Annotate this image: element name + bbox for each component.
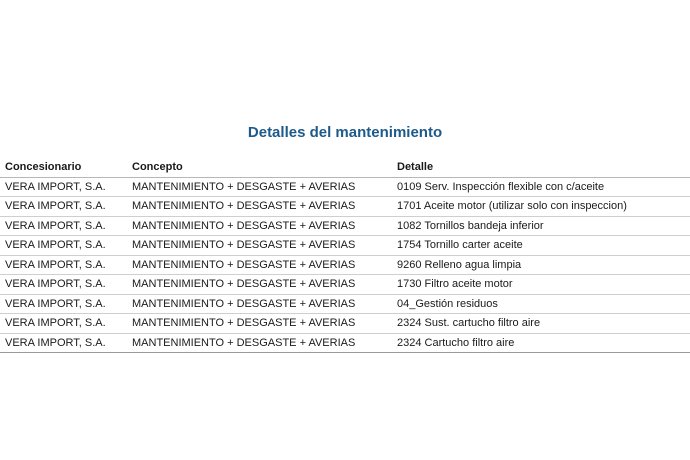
cell-concepto: MANTENIMIENTO + DESGASTE + AVERIAS <box>127 314 392 334</box>
cell-concesionario: VERA IMPORT, S.A. <box>0 275 127 295</box>
cell-detalle: 2324 Cartucho filtro aire <box>392 333 690 353</box>
cell-concepto: MANTENIMIENTO + DESGASTE + AVERIAS <box>127 333 392 353</box>
cell-concesionario: VERA IMPORT, S.A. <box>0 333 127 353</box>
column-header-concepto: Concepto <box>127 158 392 177</box>
cell-detalle: 04_Gestión residuos <box>392 294 690 314</box>
cell-detalle: 1701 Aceite motor (utilizar solo con inspeccion) <box>392 197 690 217</box>
cell-concepto: MANTENIMIENTO + DESGASTE + AVERIAS <box>127 197 392 217</box>
cell-concepto: MANTENIMIENTO + DESGASTE + AVERIAS <box>127 236 392 256</box>
column-header-detalle: Detalle <box>392 158 690 177</box>
cell-concepto: MANTENIMIENTO + DESGASTE + AVERIAS <box>127 216 392 236</box>
cell-detalle: 0109 Serv. Inspección flexible con c/aceite <box>392 177 690 197</box>
cell-detalle: 9260 Relleno agua limpia <box>392 255 690 275</box>
cell-concepto: MANTENIMIENTO + DESGASTE + AVERIAS <box>127 177 392 197</box>
cell-detalle: 2324 Sust. cartucho filtro aire <box>392 314 690 334</box>
table-header-row <box>0 158 690 177</box>
table-row <box>0 333 690 353</box>
table-row <box>0 197 690 217</box>
cell-detalle: 1754 Tornillo carter aceite <box>392 236 690 256</box>
page-title: Detalles del mantenimiento <box>247 124 443 141</box>
cell-concesionario: VERA IMPORT, S.A. <box>0 255 127 275</box>
cell-concesionario: VERA IMPORT, S.A. <box>0 236 127 256</box>
cell-detalle: 1730 Filtro aceite motor <box>392 275 690 295</box>
table-row <box>0 216 690 236</box>
cell-concesionario: VERA IMPORT, S.A. <box>0 197 127 217</box>
maintenance-table <box>0 158 690 353</box>
cell-concepto: MANTENIMIENTO + DESGASTE + AVERIAS <box>127 294 392 314</box>
cell-concesionario: VERA IMPORT, S.A. <box>0 177 127 197</box>
table-row <box>0 275 690 295</box>
table-row <box>0 255 690 275</box>
cell-concepto: MANTENIMIENTO + DESGASTE + AVERIAS <box>127 275 392 295</box>
cell-concesionario: VERA IMPORT, S.A. <box>0 294 127 314</box>
cell-detalle: 1082 Tornillos bandeja inferior <box>392 216 690 236</box>
table-row <box>0 236 690 256</box>
cell-concesionario: VERA IMPORT, S.A. <box>0 216 127 236</box>
table-row <box>0 294 690 314</box>
cell-concesionario: VERA IMPORT, S.A. <box>0 314 127 334</box>
cell-concepto: MANTENIMIENTO + DESGASTE + AVERIAS <box>127 255 392 275</box>
table-row <box>0 177 690 197</box>
table-row <box>0 314 690 334</box>
column-header-concesionario: Concesionario <box>0 158 127 177</box>
